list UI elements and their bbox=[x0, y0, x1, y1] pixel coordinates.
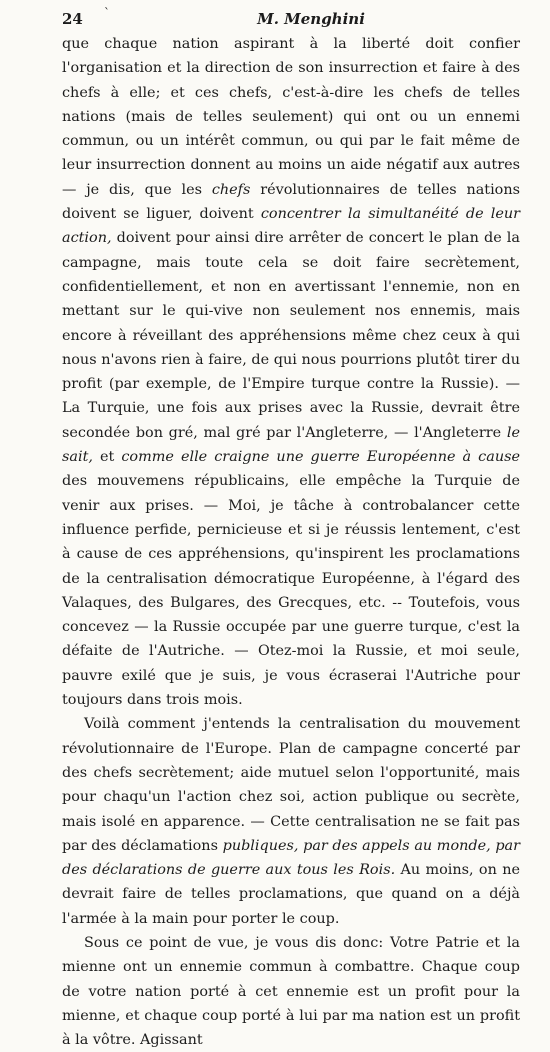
text-run: et bbox=[92, 449, 122, 466]
italic-text-run: concentrer la simultanéité de leur action, bbox=[62, 206, 521, 247]
text-run: Voilà comment j'entends la centralisation du mouvement révolutionnaire de l'Europe. Plan de campagne concerté par des chefs secrètement; aide mutuel selon l'opportunité, mais pour chaqu'un l'action chez soi, action publique ou secrète, mais isolé en apparence. — Cette centralisation ne se fait pas par des déclamations bbox=[62, 716, 520, 854]
page-header bbox=[62, 4, 520, 32]
running-head: M. Menghini bbox=[257, 10, 365, 28]
text-run: des mouvemens républicains, elle empêche la Turquie de venir aux prises. — Moi, je tâche à controbalancer cette influence perfide, pernicieuse et si je réussis lentement, c'est à cause de ces appréhensions, qu'inspirent les proclamations de la centralisation démocratique Européenne, à l'égard des Valaques, des Bulgares, des Grecques, etc. -- Toutefois, vous concevez — la Russie occupée par une guerre turque, c'est la défaite de l'Autriche. — Otez-moi la Russie, et moi seule, pauvre exilé que je suis, je vous écraserai l'Autriche pour toujours dans trois mois. bbox=[62, 473, 520, 709]
text-run: Sous ce point de vue, je vous dis donc: Votre Patrie et la mienne ont un ennemie commun à combattre. Chaque coup de votre nation porté à cet ennemie est un profit pour la mienne, et chaque coup porté à lui par ma nation est un profit à la vôtre. Agissant bbox=[62, 934, 520, 1049]
italic-text-run: chefs bbox=[211, 181, 251, 198]
page-number: 24 bbox=[62, 10, 83, 28]
header-mark: ` bbox=[104, 6, 110, 20]
text-run: que chaque nation aspirant à la liberté doit confier l'organisation et la direction de son insurrection et faire à des chefs à elle; et ces chefs, c'est-à-dire les chefs de telles nations (mais de telles seulement) qui ont ou un ennemi commun, ou un intérêt commun, ou qui par le fait même de leur insurrection donnent au moins un aide négatif aux autres — je dis, que les bbox=[62, 36, 520, 198]
paragraph bbox=[62, 931, 520, 1052]
italic-text-run: publiques, par des appels au monde, par des déclarations de guerre aux tous les Rois. bbox=[62, 837, 520, 879]
text-run: Au moins, on ne devrait faire de telles proclamations, que quand on a déjà l'armée à la main pour porter le coup. bbox=[62, 862, 520, 927]
italic-text-run: le sait, bbox=[62, 424, 520, 466]
text-run: doivent pour ainsi dire arrêter de concert le plan de la campagne, mais toute cela se doit faire secrètement, confidentiellement, et non en avertissant l'ennemie, non en mettant sur le qui-vive non seulement nos ennemis, mais encore à réveillant des appréhensions même chez ceux à qui nous n'avons rien à faire, de qui nous pourrions plutôt tirer du profit (par exemple, de l'Empire turque contre la Russie). — La Turquie, une fois aux prises avec la Russie, devrait être secondée bon gré, mal gré par l'Angleterre, — l'Angleterre bbox=[62, 230, 520, 441]
text-run: révolutionnaires de telles nations doivent se liguer, doivent bbox=[62, 181, 520, 223]
body-text bbox=[62, 32, 520, 1052]
paragraph bbox=[62, 712, 520, 931]
paragraph bbox=[62, 32, 520, 712]
italic-text-run: comme elle craigne une guerre Européenne à cause bbox=[121, 449, 520, 466]
